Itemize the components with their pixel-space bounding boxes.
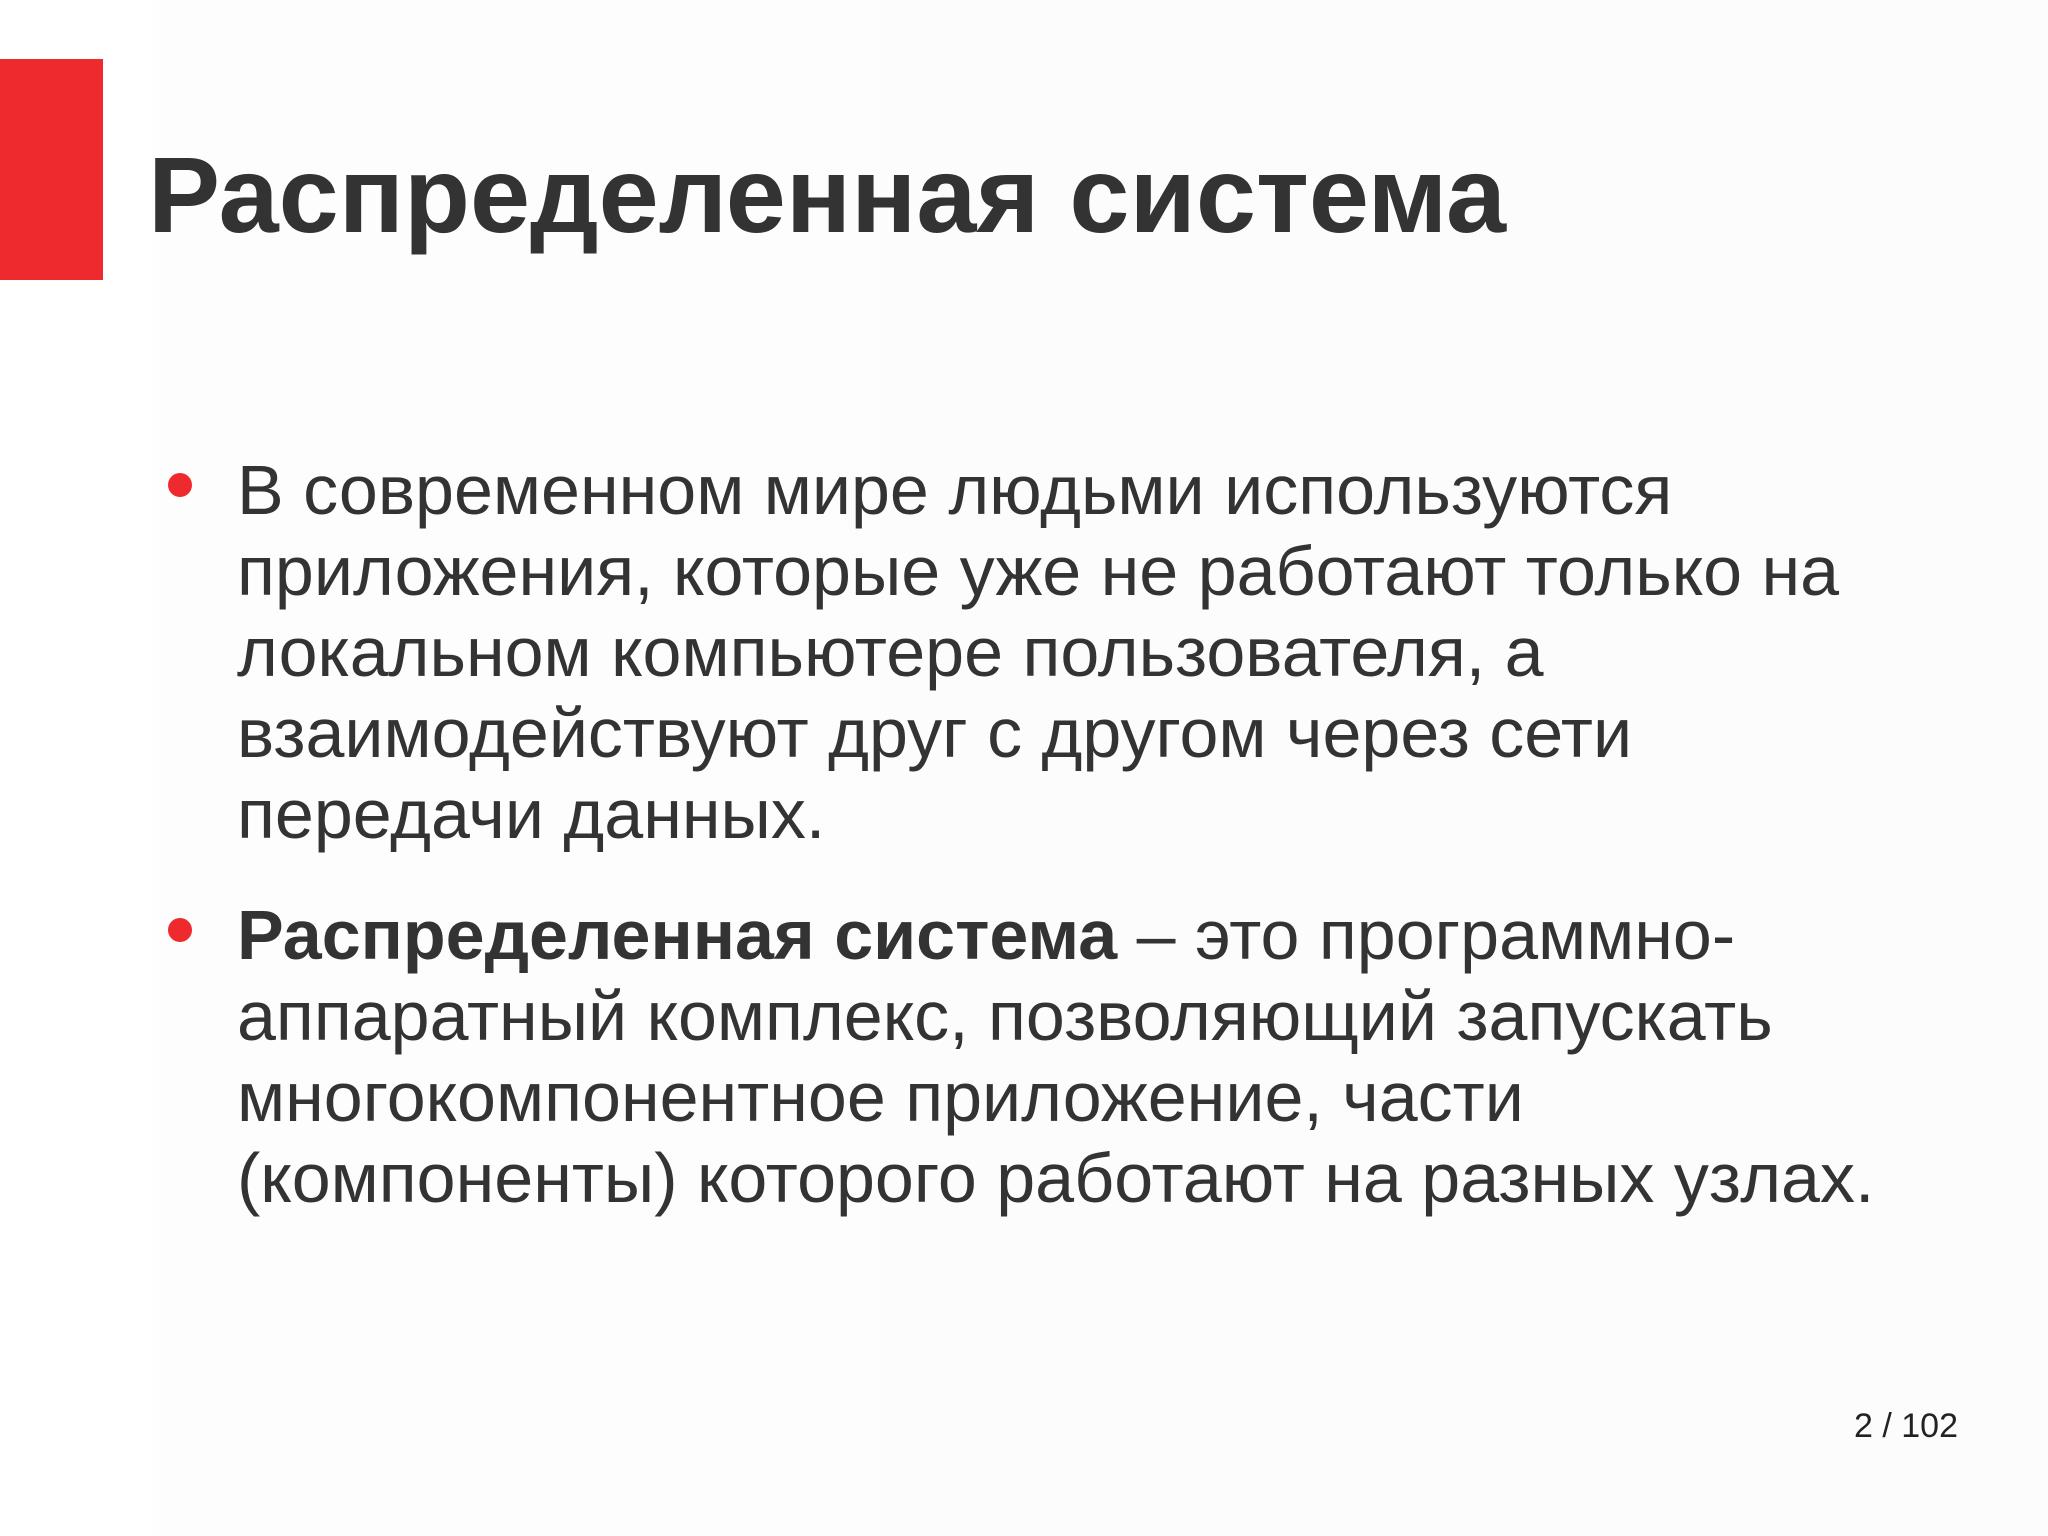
bullet-text: – это программно-аппаратный комплекс, позволяющий запускать многокомпонентное приложение, части (компоненты) которого работают на разных узлах. (237, 896, 1875, 1217)
bullet-item (0, 450, 1937, 855)
bullet-text: В современном мире людьми используются приложения, которые уже не работают только на локальном компьютере пользователя, а взаимодействуют друг с другом через сети передачи данных. (237, 451, 1840, 853)
slide-title: Распределенная система (148, 134, 1507, 255)
bullet-list (0, 450, 2048, 1259)
accent-bar (0, 59, 103, 280)
page-number: 2 / 102 (1854, 1407, 1958, 1445)
bullet-term: Распределенная система (237, 896, 1118, 974)
bullet-dot-icon (168, 473, 192, 497)
bullet-dot-icon (168, 918, 192, 942)
bullet-item (0, 895, 1937, 1219)
